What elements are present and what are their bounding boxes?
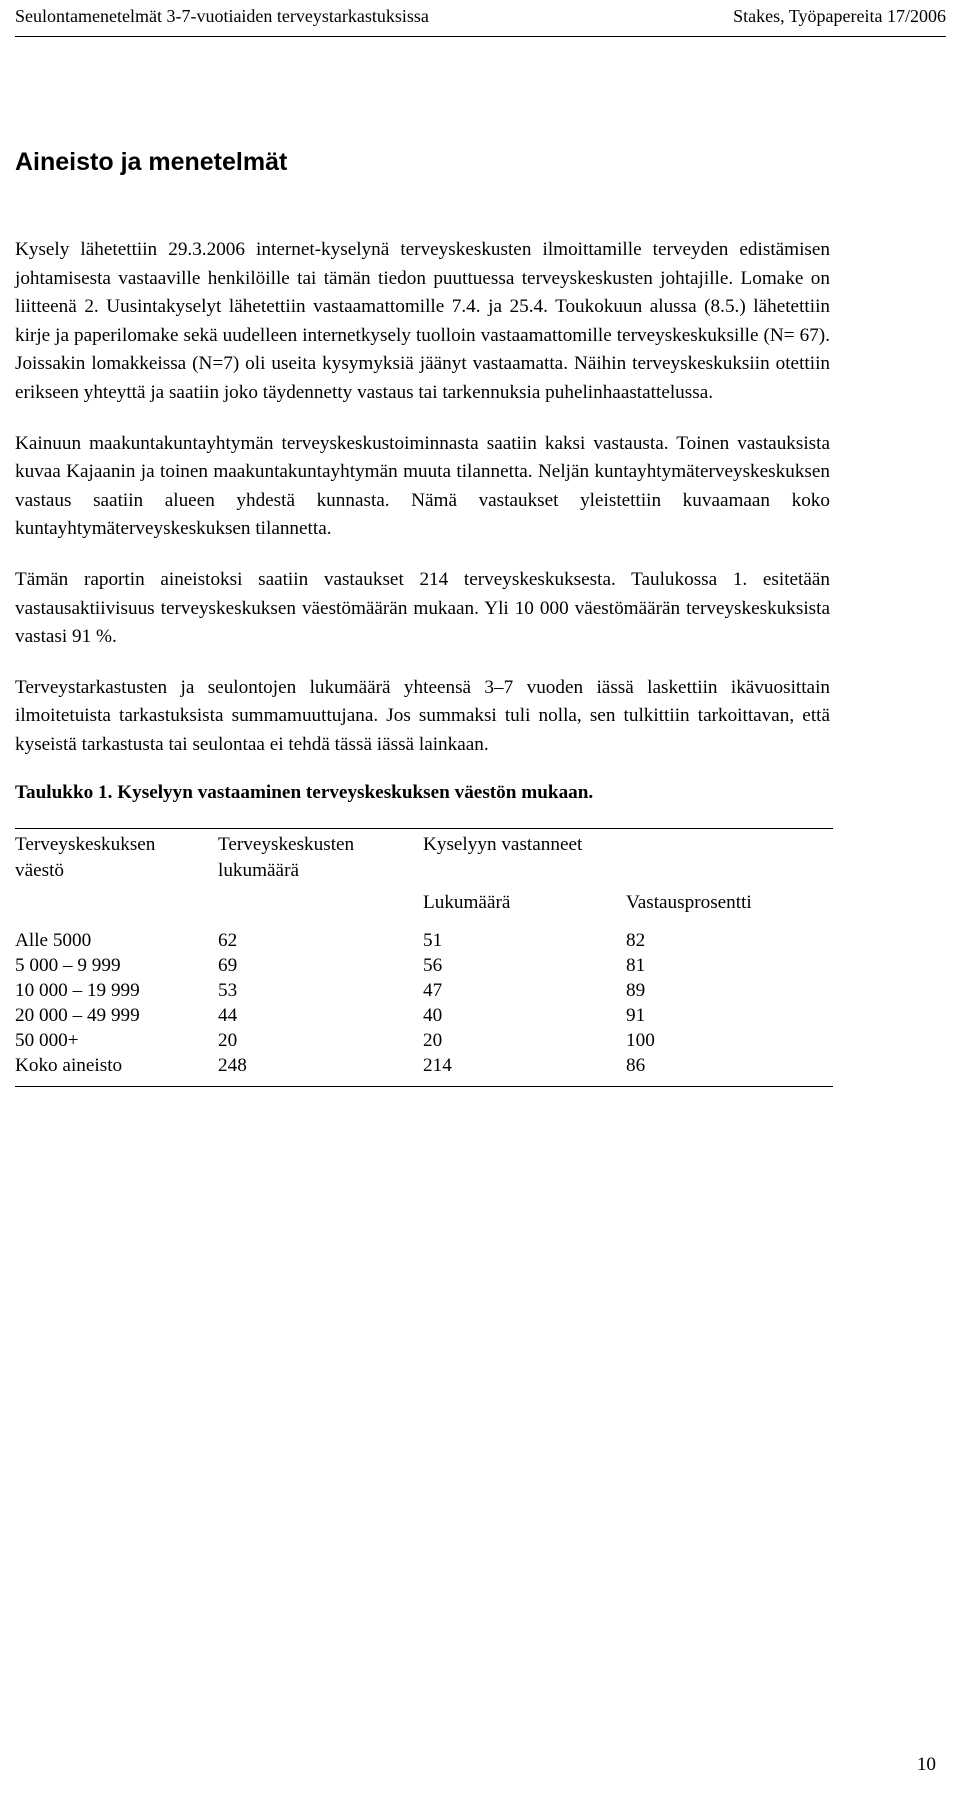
col-header-population-2: väestö <box>15 860 65 881</box>
table-cell: Alle 5000 <box>15 930 92 951</box>
table-cell: 100 <box>626 1030 655 1051</box>
table-cell: 86 <box>626 1055 646 1076</box>
col-header-respondents: Kyselyyn vastanneet <box>423 834 583 855</box>
col-header-count-1: Terveyskeskusten <box>218 834 355 855</box>
header-report-title: Seulontamenetelmät 3-7-vuotiaiden terveystarkastuksissa <box>15 6 429 26</box>
col-header-count-2: lukumäärä <box>218 860 299 881</box>
table-cell: 53 <box>218 980 238 1001</box>
page-number: 10 <box>916 1754 936 1775</box>
table-cell: 44 <box>218 1005 238 1026</box>
table-cell: 51 <box>423 930 443 951</box>
body-text <box>15 236 830 782</box>
table-cell: 5 000 – 9 999 <box>15 955 121 976</box>
table-cell: 62 <box>218 930 238 951</box>
paragraph-method: Terveystarkastusten ja seulontojen lukumäärä yhteensä 3–7 vuoden iässä laskettiin ikävuosittain ilmoitetuista tarkastuksista summamuuttujana. Jos summaksi tuli nolla, sen tulkittiin tarkoittavan, että kyseistä tarkastusta tai seulontaa ei tehdä tässä iässä lainkaan. <box>15 676 830 755</box>
table-cell: 214 <box>423 1055 452 1076</box>
table-cell: Koko aineisto <box>15 1055 123 1076</box>
paragraph-material: Tämän raportin aineistoksi saatiin vastaukset 214 terveyskeskuksesta. Taulukossa 1. esitetään vastausaktiivisuus terveyskeskuksen väestömäärän mukaan. Yli 10 000 väestömäärän terveyskeskuksista vastasi 91 %. <box>15 568 830 648</box>
table-cell: 50 000+ <box>15 1030 79 1051</box>
table-bottom-rule <box>15 1086 833 1087</box>
table-cell: 47 <box>423 980 443 1001</box>
table-cell: 81 <box>626 955 646 976</box>
table-top-rule <box>15 828 833 829</box>
paragraph-survey: Kysely lähetettiin 29.3.2006 internet-kyselynä terveyskeskusten ilmoittamille terveyden edistämisen johtamisesta vastaaville henkilöille tai tämän tiedon puuttuessa terveyskeskusten johtajille. Lomake on liitteenä 2. Uusintakyselyt lähetettiin vastaamattomille 7.4. ja 25.4. Toukokuun alussa (8.5.) lähetettiin kirje ja paperilomake sekä uudelleen internetkysely tuolloin vastaamattomille terveyskeskuksille (N= 67). Joissakin lomakkeissa (N=7) oli useita kysymyksiä jäänyt vastaamatta. Näihin terveyskeskuksiin otettiin erikseen yhteyttä ja saatiin joko täydennetty vastaus tai tarkennuksia puhelinhaastattelussa. <box>15 239 830 403</box>
table-cell: 40 <box>423 1005 443 1026</box>
table-cell: 248 <box>218 1055 247 1076</box>
running-header <box>15 6 946 37</box>
col-header-population-1: Terveyskeskuksen <box>15 834 156 855</box>
section-title: Aineisto ja menetelmät <box>15 148 288 176</box>
table-cell: 20 <box>218 1030 238 1051</box>
paragraph-kainuu: Kainuun maakuntakuntayhtymän terveyskeskustoiminnasta saatiin kaksi vastausta. Toinen vastauksista kuvaa Kajaanin ja toinen maakuntakuntayhtymän muuta tilannetta. Neljän kuntayhtymäterveyskeskuksen vastaus saatiin alueen yhdestä kunnasta. Nämä vastaukset yleistettiin kuvaamaan koko kuntayhtymäterveyskeskuksen tilannetta. <box>15 432 830 540</box>
table-cell: 91 <box>626 1005 646 1026</box>
col-subheader-percent: Vastausprosentti <box>626 892 752 913</box>
header-series: Stakes, Työpapereita 17/2006 <box>733 6 946 26</box>
table-caption: Taulukko 1. Kyselyyn vastaaminen terveyskeskuksen väestön mukaan. <box>15 782 594 803</box>
table-cell: 20 <box>423 1030 443 1051</box>
table-cell: 20 000 – 49 999 <box>15 1005 140 1026</box>
table-cell: 89 <box>626 980 646 1001</box>
table-cell: 82 <box>626 930 646 951</box>
col-subheader-count: Lukumäärä <box>423 892 511 913</box>
table-cell: 56 <box>423 955 443 976</box>
table-cell: 10 000 – 19 999 <box>15 980 140 1001</box>
table-cell: 69 <box>218 955 238 976</box>
